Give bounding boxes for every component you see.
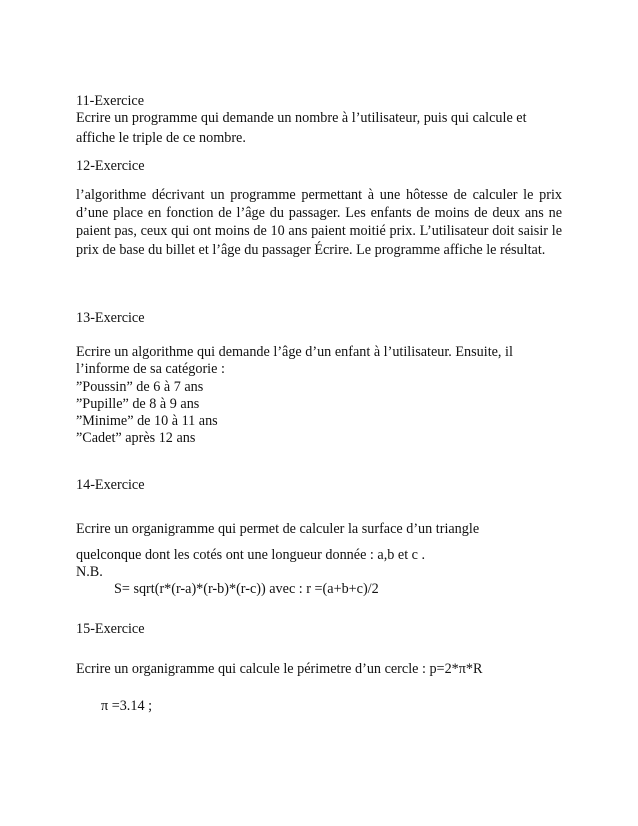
exercise-11-title: 11-Exercice (76, 93, 144, 109)
exercise-11-line-2: affiche le triple de ce nombre. (76, 130, 246, 146)
exercise-14-nb: N.B. (76, 564, 103, 580)
exercise-14-line-1: Ecrire un organigramme qui permet de calculer la surface d’un triangle (76, 521, 480, 537)
category-pupille: ”Pupille” de 8 à 9 ans (76, 396, 200, 412)
exercise-12-title: 12-Exercice (76, 158, 145, 174)
category-poussin: ”Poussin” de 6 à 7 ans (76, 379, 204, 395)
category-cadet: ”Cadet” après 12 ans (76, 430, 196, 446)
exercise-14-formula: S= sqrt(r*(r-a)*(r-b)*(r-c)) avec : r =(a+b+c)/2 (114, 581, 379, 597)
exercise-15-line-1: Ecrire un organigramme qui calcule le périmetre d’un cercle : p=2*π*R (76, 661, 483, 677)
exercise-14-title: 14-Exercice (76, 477, 145, 493)
exercise-13-title: 13-Exercice (76, 310, 145, 326)
exercise-12-body: l’algorithme décrivant un programme permettant à une hôtesse de calculer le prix d’une place en fonction de l’âge du passager. Les enfants de moins de deux ans ne paient pas, ceux qui ont moins de 10 ans paient moitié prix. L’utilisateur doit saisir le prix de base du billet et l’âge du passager Écrire. Le programme affiche le résultat. (76, 187, 562, 258)
exercise-15-title: 15-Exercice (76, 621, 145, 637)
exercise-14-line-2: quelconque dont les cotés ont une longueur donnée : a,b et c . (76, 547, 426, 563)
exercise-15-pi-value: π =3.14 ; (101, 698, 153, 714)
exercise-13-line-1: Ecrire un algorithme qui demande l’âge d’un enfant à l’utilisateur. Ensuite, il (76, 344, 513, 360)
exercise-13-line-2: l’informe de sa catégorie : (76, 361, 225, 377)
category-minime: ”Minime” de 10 à 11 ans (76, 413, 218, 429)
exercise-11-line-1: Ecrire un programme qui demande un nombre à l’utilisateur, puis qui calcule et (76, 110, 527, 126)
